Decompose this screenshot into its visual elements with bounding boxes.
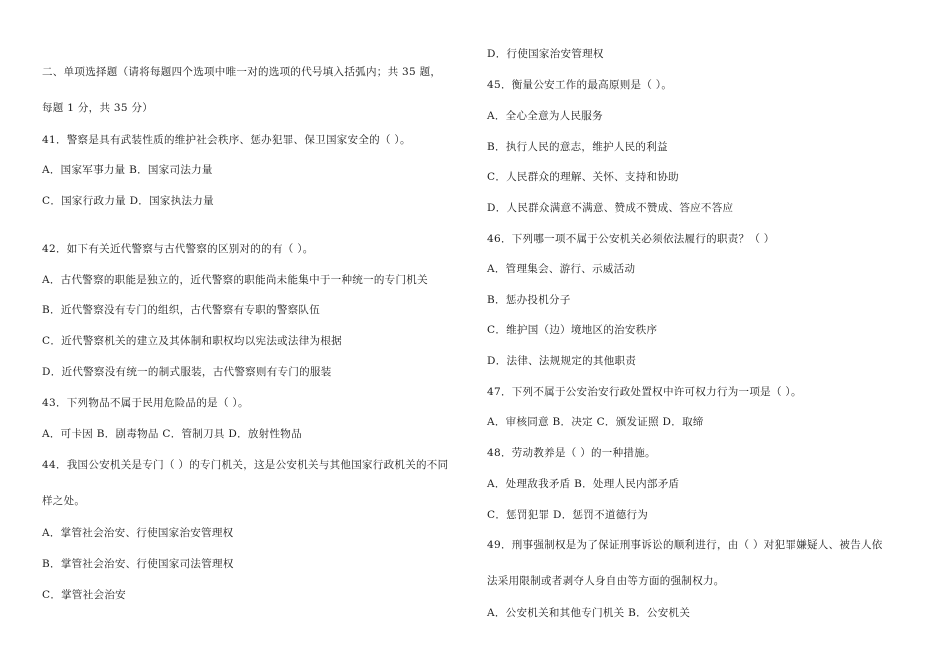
- q46-option-a: A．管理集会、游行、示威活动: [487, 263, 636, 275]
- q44-option-a: A．掌管社会治安、行使国家治安管理权: [42, 527, 234, 539]
- question-47: 47．下列不属于公安治安行政处置权中许可权力行为一项是（ ）。: [487, 386, 802, 398]
- q42-option-a: A．古代警察的职能是独立的，近代警察的职能尚未能集中于一种统一的专门机关: [42, 274, 428, 286]
- section-heading-cont: 每题 1 分，共 35 分）: [42, 102, 154, 114]
- q46-option-b: B．惩办投机分子: [487, 294, 571, 306]
- q42-option-c: C．近代警察机关的建立及其体制和职权均以宪法或法律为根据: [42, 335, 342, 347]
- q45-option-d: D．人民群众满意不满意、赞成不赞成、答应不答应: [487, 202, 734, 214]
- question-44: 44．我国公安机关是专门（ ）的专门机关，这是公安机关与其他国家行政机关的不同: [42, 459, 449, 471]
- q46-option-c: C．维护国（边）境地区的治安秩序: [487, 324, 658, 336]
- q49-options-ab: A．公安机关和其他专门机关 B．公安机关: [487, 607, 691, 619]
- q45-option-c: C．人民群众的理解、关怀、支持和协助: [487, 171, 679, 183]
- q45-option-a: A．全心全意为人民服务: [487, 110, 603, 122]
- question-42: 42．如下有关近代警察与古代警察的区别对的的有（ ）。: [42, 243, 314, 255]
- q41-options-ab: A．国家军事力量 B．国家司法力量: [42, 164, 213, 176]
- q41-options-cd: C．国家行政力量 D．国家执法力量: [42, 195, 214, 207]
- q45-option-b: B．执行人民的意志，维护人民的利益: [487, 141, 668, 153]
- question-48: 48．劳动教养是（ ）的一种措施。: [487, 447, 656, 459]
- q46-option-d: D．法律、法规规定的其他职责: [487, 355, 637, 367]
- question-43: 43．下列物品不属于民用危险品的是（ ）。: [42, 397, 249, 409]
- question-41: 41．警察是具有武装性质的维护社会秩序、惩办犯罪、保卫国家安全的（ ）。: [42, 134, 411, 146]
- q42-option-b: B．近代警察没有专门的组织，古代警察有专职的警察队伍: [42, 304, 321, 316]
- q44-option-d: D．行使国家治安管理权: [487, 48, 604, 60]
- q42-option-d: D．近代警察没有统一的制式服装，古代警察则有专门的服装: [42, 366, 332, 378]
- question-45: 45．衡量公安工作的最高原则是（ ）。: [487, 79, 673, 91]
- question-49: 49．刑事强制权是为了保证刑事诉讼的顺利进行，由（ ）对犯罪嫌疑人、被告人依: [487, 539, 883, 551]
- section-heading: 二、单项选择题（请将每题四个选项中唯一对的选项的代号填入括弧内；共 35 题，: [42, 66, 442, 78]
- question-49-cont: 法采用限制或者剥夺人身自由等方面的强制权力。: [487, 575, 725, 587]
- q48-options-cd: C．惩罚犯罪 D．惩罚不道德行为: [487, 509, 649, 521]
- q44-option-b: B．掌管社会治安、行使国家司法管理权: [42, 558, 234, 570]
- q48-options-ab: A．处理敌我矛盾 B．处理人民内部矛盾: [487, 478, 680, 490]
- q44-option-c: C．掌管社会治安: [42, 589, 126, 601]
- q47-options: A．审核同意 B．决定 C．颁发证照 D．取缔: [487, 416, 704, 428]
- question-46: 46．下列哪一项不属于公安机关必须依法履行的职责？（ ）: [487, 233, 775, 245]
- q43-options: A．可卡因 B．剧毒物品 C．管制刀具 D．放射性物品: [42, 428, 302, 440]
- question-44-cont: 样之处。: [42, 495, 86, 507]
